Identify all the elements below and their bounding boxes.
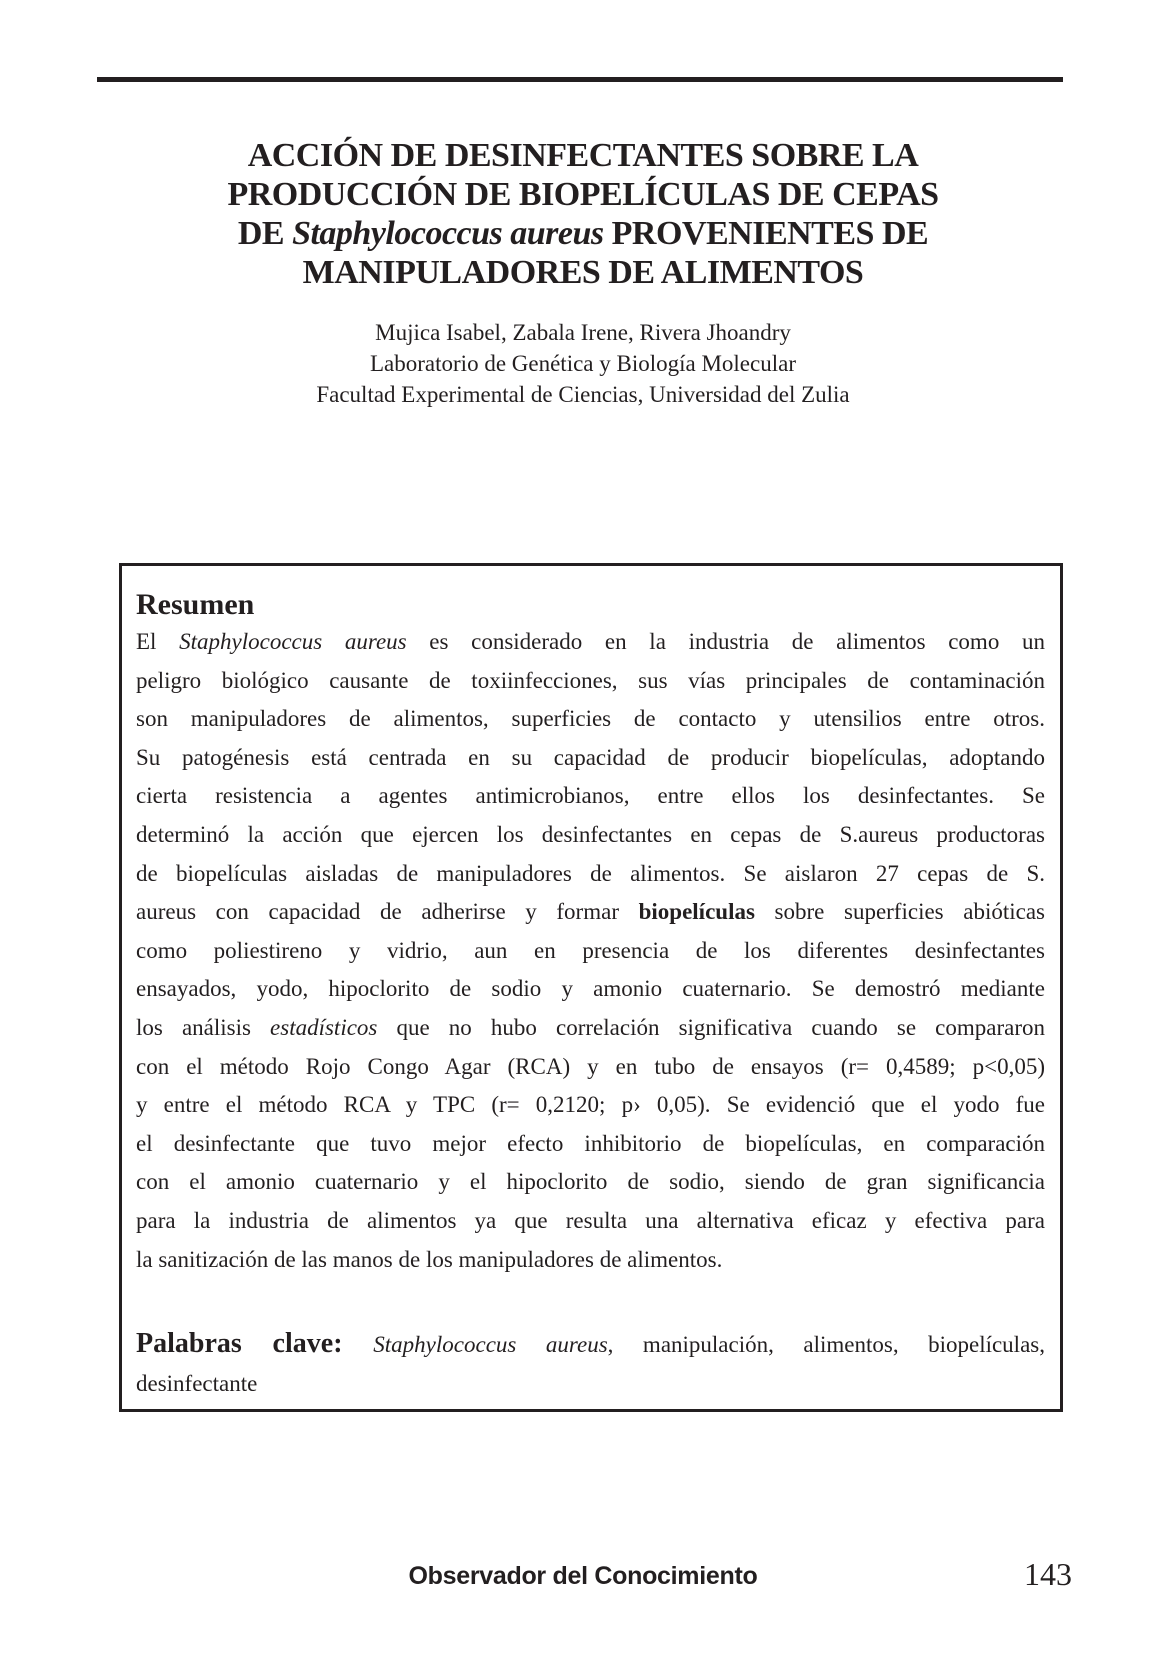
footer-page-number: 143 <box>1024 1556 1072 1592</box>
abstract-body <box>136 623 1045 1279</box>
keywords-block <box>136 1325 1045 1403</box>
keywords-line <box>136 1365 1045 1404</box>
text-segment: biopelículas <box>638 899 755 925</box>
text-segment: y entre el método RCA y TPC (r= 0,2120; p› 0,05). Se evidenció que el yodo fue <box>136 1092 1045 1118</box>
abstract-line <box>136 1086 1045 1125</box>
abstract-box <box>119 563 1063 1412</box>
text-segment: desinfectante <box>136 1370 258 1396</box>
abstract-line <box>136 777 1045 816</box>
abstract-line <box>136 1125 1045 1164</box>
text-segment: el desinfectante que tuvo mejor efecto inhibitorio de biopelículas, en comparación <box>136 1130 1045 1156</box>
text-segment: PRODUCCIÓN DE BIOPELÍCULAS DE CEPAS <box>227 176 939 213</box>
text-segment: de biopelículas aisladas de manipuladores de alimentos. Se aislaron 27 cepas de S. <box>136 860 1045 886</box>
text-segment: Su patogénesis está centrada en su capacidad de producir biopelículas, adoptando <box>136 744 1045 770</box>
authors-line: Mujica Isabel, Zabala Irene, Rivera Jhoandry <box>375 320 791 345</box>
text-segment: los análisis <box>136 1014 271 1040</box>
title-line <box>100 253 1066 292</box>
text-segment: DE <box>237 215 293 252</box>
keywords-line <box>136 1325 1045 1365</box>
text-segment: cierta resistencia a agentes antimicrobianos, entre ellos los desinfectantes. Se <box>136 783 1045 809</box>
text-segment: ensayados, yodo, hipoclorito de sodio y amonio cuaternario. Se demostró mediante <box>136 976 1045 1002</box>
text-segment: Staphylococcus aureus <box>179 629 407 654</box>
text-segment: determinó la acción que ejercen los desinfectantes en cepas de S.aureus productoras <box>136 821 1045 847</box>
abstract-line <box>136 893 1045 932</box>
text-segment: , manipulación, alimentos, biopelículas, <box>607 1332 1045 1358</box>
text-segment: aureus con capacidad de adherirse y formar <box>136 899 639 925</box>
abstract-line <box>136 855 1045 894</box>
abstract-line <box>136 623 1045 662</box>
abstract-line <box>136 700 1045 739</box>
text-segment: la sanitización de las manos de los manipuladores de alimentos. <box>136 1246 723 1272</box>
text-segment: ACCIÓN DE DESINFECTANTES SOBRE LA <box>247 137 919 174</box>
text-segment: con el amonio cuaternario y el hipoclorito de sodio, siendo de gran significancia <box>136 1169 1045 1195</box>
text-segment: es considerado en la industria de alimentos como un <box>406 629 1045 654</box>
abstract-line <box>136 1009 1045 1048</box>
abstract-line <box>136 739 1045 778</box>
abstract-line <box>136 1048 1045 1087</box>
title-line <box>100 136 1066 175</box>
text-segment: estadísticos <box>270 1014 378 1040</box>
abstract-line <box>136 1202 1045 1241</box>
title-line <box>100 175 1066 214</box>
footer-journal-title: Observador del Conocimiento <box>408 1562 758 1590</box>
top-rule <box>97 77 1063 82</box>
text-segment: peligro biológico causante de toxiinfecciones, sus vías principales de contaminación <box>136 667 1045 693</box>
abstract-heading: Resumen <box>136 588 255 621</box>
text-segment: El <box>136 629 180 654</box>
text-segment: Staphylococcus aureus <box>292 215 604 252</box>
text-segment: MANIPULADORES DE ALIMENTOS <box>302 254 864 291</box>
text-segment: para la industria de alimentos ya que resulta una alternativa eficaz y efectiva para <box>136 1207 1045 1233</box>
text-segment: con el método Rojo Congo Agar (RCA) y en tubo de ensayos (r= 0,4589; p<0,05) <box>136 1053 1045 1079</box>
abstract-line <box>136 1163 1045 1202</box>
abstract-line <box>136 662 1045 701</box>
laboratory-line: Laboratorio de Genética y Biología Molecular <box>370 351 796 376</box>
author-block <box>100 317 1066 410</box>
abstract-line <box>136 970 1045 1009</box>
abstract-line <box>136 816 1045 855</box>
text-segment: Staphylococcus aureus <box>373 1332 608 1358</box>
paper-title <box>100 136 1066 292</box>
text-segment: son manipuladores de alimentos, superficies de contacto y utensilios entre otros. <box>136 706 1045 732</box>
abstract-line <box>136 1241 1045 1280</box>
title-line <box>100 214 1066 253</box>
abstract-line <box>136 932 1045 971</box>
text-segment: sobre superficies abióticas <box>754 899 1045 925</box>
text-segment: como poliestireno y vidrio, aun en presencia de los diferentes desinfectantes <box>136 937 1045 963</box>
text-segment: PROVENIENTES DE <box>603 215 929 252</box>
text-segment: que no hubo correlación significativa cuando se compararon <box>377 1014 1045 1040</box>
faculty-line: Facultad Experimental de Ciencias, Universidad del Zulia <box>316 382 850 407</box>
text-segment: Palabras clave: <box>136 1328 374 1360</box>
